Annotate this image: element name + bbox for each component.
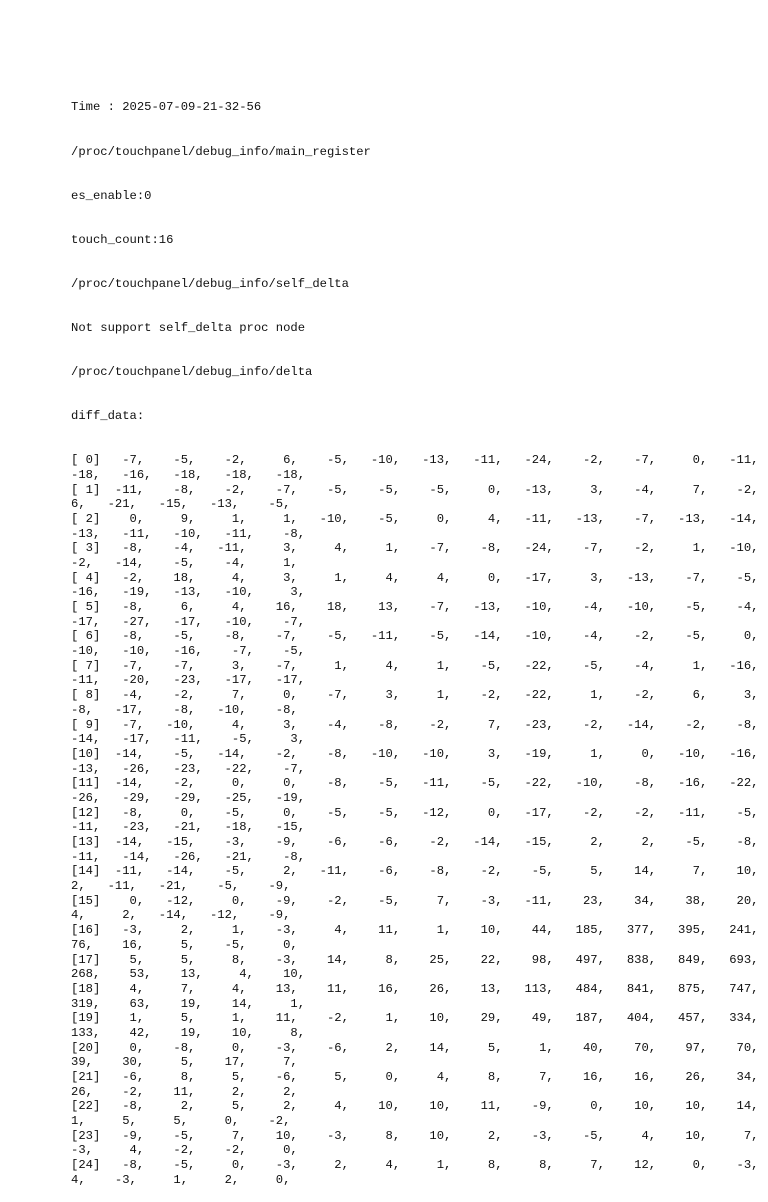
diff-row [71,1070,759,1085]
diff-row [71,658,759,674]
row-values: -14, -5, -14, -2, -8, -10, -10, 3, -19, 1, 0, -10, -16, [100,746,759,761]
row-values: -14, -15, -3, -9, -6, -6, -2, -14, -15, 2, 2, -5, -8, [100,835,759,850]
row-index-label: [19] [71,1011,101,1026]
diff-row [71,688,759,703]
diff-row-continuation: 6, -21, -15, -13, -5, [71,497,291,512]
diff-row [71,923,759,938]
row-values: -14, -2, 0, 0, -8, -5, -11, -5, -22, -10, -8, -16, -22, [100,776,759,791]
diff-row-continuation: 133, 42, 19, 10, 8, [71,1025,306,1040]
row-index-label: [17] [71,952,101,967]
row-index-label: [22] [71,1099,101,1114]
diff-row [71,717,759,733]
delta-path: /proc/touchpanel/debug_info/delta [71,364,313,379]
row-values: -8, -5, 0, -3, 2, 4, 1, 8, 8, 7, 12, 0, -3, [100,1158,759,1173]
diff-row-continuation: -8, -17, -8, -10, -8, [71,702,298,717]
diff-row-continuation: -26, -29, -29, -25, -19, [71,790,306,805]
diff-row-continuation: -18, -16, -18, -18, -18, [71,467,306,482]
row-values: -8, 6, 4, 16, 18, 13, -7, -13, -10, -4, -10, -5, -4, [100,600,759,615]
diff-row-continuation: -14, -17, -11, -5, 3, [71,732,306,747]
diff-row [71,1099,759,1114]
row-values: 0, -8, 0, -3, -6, 2, 14, 5, 1, 40, 70, 97, 70, [100,1040,759,1055]
row-values: -7, -5, -2, 6, -5, -10, -13, -11, -24, -2, -7, 0, -11, [100,453,759,468]
row-values: -7, -10, 4, 3, -4, -8, -2, 7, -23, -2, -14, -2, -8, [100,717,759,732]
diff-row [71,805,759,821]
diff-data-heading: diff_data: [71,409,145,424]
diff-row-continuation: -3, 4, -2, -2, 0, [71,1143,298,1158]
row-values: -2, 18, 4, 3, 1, 4, 4, 0, -17, 3, -13, -7, -5, [100,570,759,585]
row-values: 0, 9, 1, 1, -10, -5, 0, 4, -11, -13, -7, -13, -14, [100,511,759,526]
diff-row-continuation: -17, -27, -17, -10, -7, [71,614,306,629]
row-index-label: [18] [71,981,101,996]
row-values: 5, 5, 8, -3, 14, 8, 25, 22, 98, 497, 838, 849, 693, [100,952,759,967]
row-index-label: [ 0] [71,453,101,468]
timestamp-line: Time : 2025-07-09-21-32-56 [71,100,262,115]
row-values: -11, -8, -2, -7, -5, -5, -5, 0, -13, 3, -4, 7, -2, [100,482,759,497]
row-index-label: [ 2] [71,511,101,526]
diff-row-continuation: 4, 2, -14, -12, -9, [71,908,291,923]
diff-row-continuation: -11, -23, -21, -18, -15, [71,820,306,835]
row-values: -8, 2, 5, 2, 4, 10, 10, 11, -9, 0, 10, 10, 14, [100,1099,759,1114]
diff-row [71,511,759,527]
diff-row [71,776,759,791]
row-values: -8, 0, -5, 0, -5, -5, -12, 0, -17, -2, -2, -11, -5, [100,805,759,820]
diff-data-table [71,453,759,1187]
row-index-label: [14] [71,864,101,879]
row-index-label: [ 4] [71,570,101,585]
diff-row [71,570,759,586]
diff-row [71,746,759,762]
row-index-label: [13] [71,835,101,850]
row-index-label: [11] [71,776,101,791]
diff-row-continuation: 1, 5, 5, 0, -2, [71,1114,291,1129]
row-values: -9, -5, 7, 10, -3, 8, 10, 2, -3, -5, 4, 10, 7, [100,1128,759,1143]
diff-row-continuation: 76, 16, 5, -5, 0, [71,937,298,952]
diff-row-continuation: 319, 63, 19, 14, 1, [71,996,306,1011]
diff-row-continuation: 39, 30, 5, 17, 7, [71,1055,298,1070]
row-values: -3, 2, 1, -3, 4, 11, 1, 10, 44, 185, 377, 395, 241, [100,923,759,938]
diff-row [71,482,759,498]
diff-row-continuation: 26, -2, 11, 2, 2, [71,1084,298,1099]
row-index-label: [16] [71,923,101,938]
row-values: 1, 5, 1, 11, -2, 1, 10, 29, 49, 187, 404, 457, 334, [100,1011,759,1026]
diff-row [71,453,759,468]
row-values: -8, -4, -11, 3, 4, 1, -7, -8, -24, -7, -2, 1, -10, [100,541,759,556]
touch-count-line: touch_count:16 [71,232,174,247]
diff-row [71,864,759,879]
row-values: -7, -7, 3, -7, 1, 4, 1, -5, -22, -5, -4, 1, -16, [100,658,759,673]
row-values: 0, -12, 0, -9, -2, -5, 7, -3, -11, 23, 34, 38, 20, [100,893,759,908]
log-text [71,71,759,1202]
diff-row [71,981,759,997]
row-index-label: [ 6] [71,629,101,644]
main-register-path: /proc/touchpanel/debug_info/main_register [71,144,371,159]
diff-row-continuation: -13, -11, -10, -11, -8, [71,526,306,541]
diff-row [71,629,759,644]
row-index-label: [15] [71,893,101,908]
diff-row-continuation: -11, -14, -26, -21, -8, [71,849,306,864]
diff-row-continuation: -10, -10, -16, -7, -5, [71,644,306,659]
diff-row-continuation: 4, -3, 1, 2, 0, [71,1172,291,1187]
row-index-label: [ 7] [71,658,101,673]
row-index-label: [ 5] [71,600,101,615]
row-index-label: [20] [71,1040,101,1055]
row-index-label: [ 3] [71,541,101,556]
row-values: 4, 7, 4, 13, 11, 16, 26, 13, 113, 484, 841, 875, 747, [100,981,759,996]
row-index-label: [23] [71,1128,101,1143]
diff-row [71,600,759,615]
diff-row-continuation: -11, -20, -23, -17, -17, [71,673,306,688]
diff-row-continuation: 268, 53, 13, 4, 10, [71,967,306,982]
row-values: -4, -2, 7, 0, -7, 3, 1, -2, -22, 1, -2, 6, 3, [100,688,759,703]
diff-row [71,893,759,909]
diff-row [71,541,759,556]
diff-row [71,1128,759,1144]
row-values: -11, -14, -5, 2, -11, -6, -8, -2, -5, 5, 14, 7, 10, [100,864,759,879]
self-delta-path: /proc/touchpanel/debug_info/self_delta [71,276,349,291]
row-index-label: [ 1] [71,482,101,497]
diff-row-continuation: -16, -19, -13, -10, 3, [71,585,306,600]
diff-row [71,1040,759,1056]
diff-row [71,952,759,968]
diff-row-continuation: 2, -11, -21, -5, -9, [71,879,291,894]
diff-row-continuation: -13, -26, -23, -22, -7, [71,761,306,776]
row-values: -8, -5, -8, -7, -5, -11, -5, -14, -10, -4, -2, -5, 0, [100,629,759,644]
self-delta-message: Not support self_delta proc node [71,320,306,335]
row-index-label: [21] [71,1070,101,1085]
diff-row [71,835,759,850]
diff-row-continuation: -2, -14, -5, -4, 1, [71,555,298,570]
row-index-label: [ 9] [71,717,101,732]
row-index-label: [24] [71,1158,101,1173]
row-index-label: [12] [71,805,101,820]
es-enable-line: es_enable:0 [71,188,152,203]
row-values: -6, 8, 5, -6, 5, 0, 4, 8, 7, 16, 16, 26, 34, [100,1070,759,1085]
row-index-label: [ 8] [71,688,101,703]
row-index-label: [10] [71,746,101,761]
diff-row [71,1158,759,1173]
